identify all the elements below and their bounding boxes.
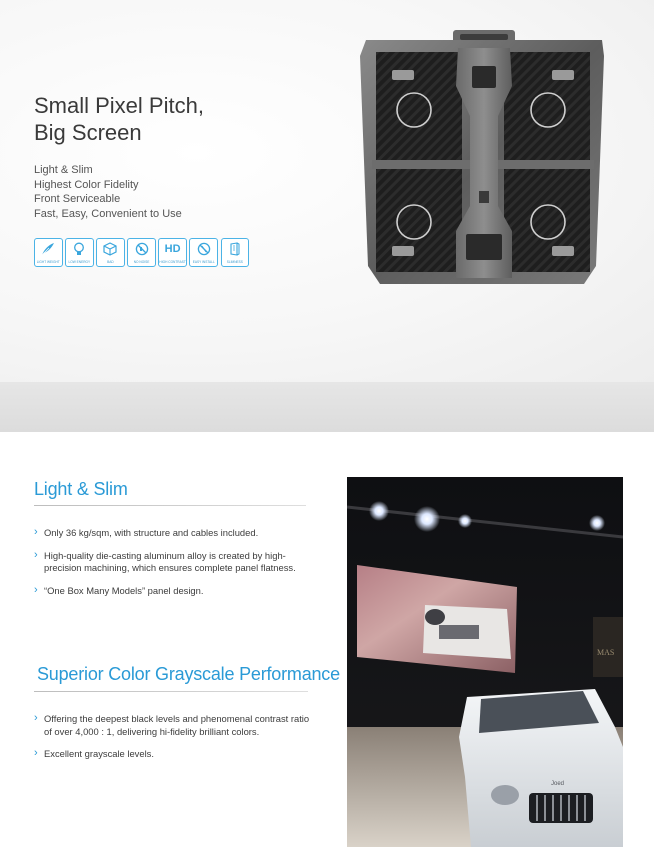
led-cabinet-image	[352, 26, 614, 288]
icon-caption: SLIMNESS	[226, 259, 243, 264]
hd-label: HD	[164, 243, 181, 255]
section-rule	[34, 691, 308, 692]
bulb-icon	[65, 238, 94, 267]
icon-caption: HIGH CONTRAST	[159, 259, 186, 264]
box-icon	[96, 238, 125, 267]
icon-caption: EASY INSTALL	[192, 259, 215, 264]
icon-caption: NO NOISE	[133, 259, 150, 264]
panel-icon	[221, 238, 250, 267]
bullet-item: › Offering the deepest black levels and phenomenal contrast ratio of over 4,000 : 1, delivering hi-fidelity brilliant colors.	[34, 713, 310, 738]
hero-section	[0, 0, 654, 382]
feature-icon-row	[34, 238, 249, 267]
section-title-light-slim: Light & Slim	[34, 479, 128, 499]
light-slim-bullets	[34, 527, 306, 607]
section-title-color-grayscale: Superior Color Grayscale Performance	[37, 664, 340, 684]
no-install-icon	[189, 238, 218, 267]
car-badge: Joed	[551, 781, 565, 787]
bullet-item: › “One Box Many Models” panel design.	[34, 585, 306, 598]
feature-item: Light & Slim	[34, 164, 93, 176]
bullet-item: › Only 36 kg/sqm, with structure and cables included.	[34, 527, 306, 540]
bullet-item: › High-quality die-casting aluminum alloy is created by high-precision machining, which ensures complete panel flatness.	[34, 550, 306, 575]
icon-caption: LOW ENERGY	[68, 259, 91, 264]
feather-icon	[34, 238, 63, 267]
feature-item: Front Serviceable	[34, 193, 121, 205]
section-rule	[34, 505, 306, 506]
bullet-item: › Excellent grayscale levels.	[34, 748, 310, 761]
feature-item: Fast, Easy, Convenient to Use	[34, 207, 182, 220]
icon-caption: LIGHT WEIGHT	[36, 259, 60, 264]
hd-icon	[158, 238, 187, 267]
color-grayscale-bullets	[34, 713, 310, 771]
feature-list	[34, 163, 182, 221]
feature-item: Highest Color Fidelity	[34, 178, 139, 191]
icon-caption: BAD	[107, 259, 114, 264]
divider-band	[0, 382, 654, 432]
wall-sign: MAS	[597, 648, 615, 657]
no-noise-icon	[127, 238, 156, 267]
hero-title: Small Pixel Pitch, Big Screen	[34, 93, 204, 145]
car-show-photo	[347, 477, 623, 847]
